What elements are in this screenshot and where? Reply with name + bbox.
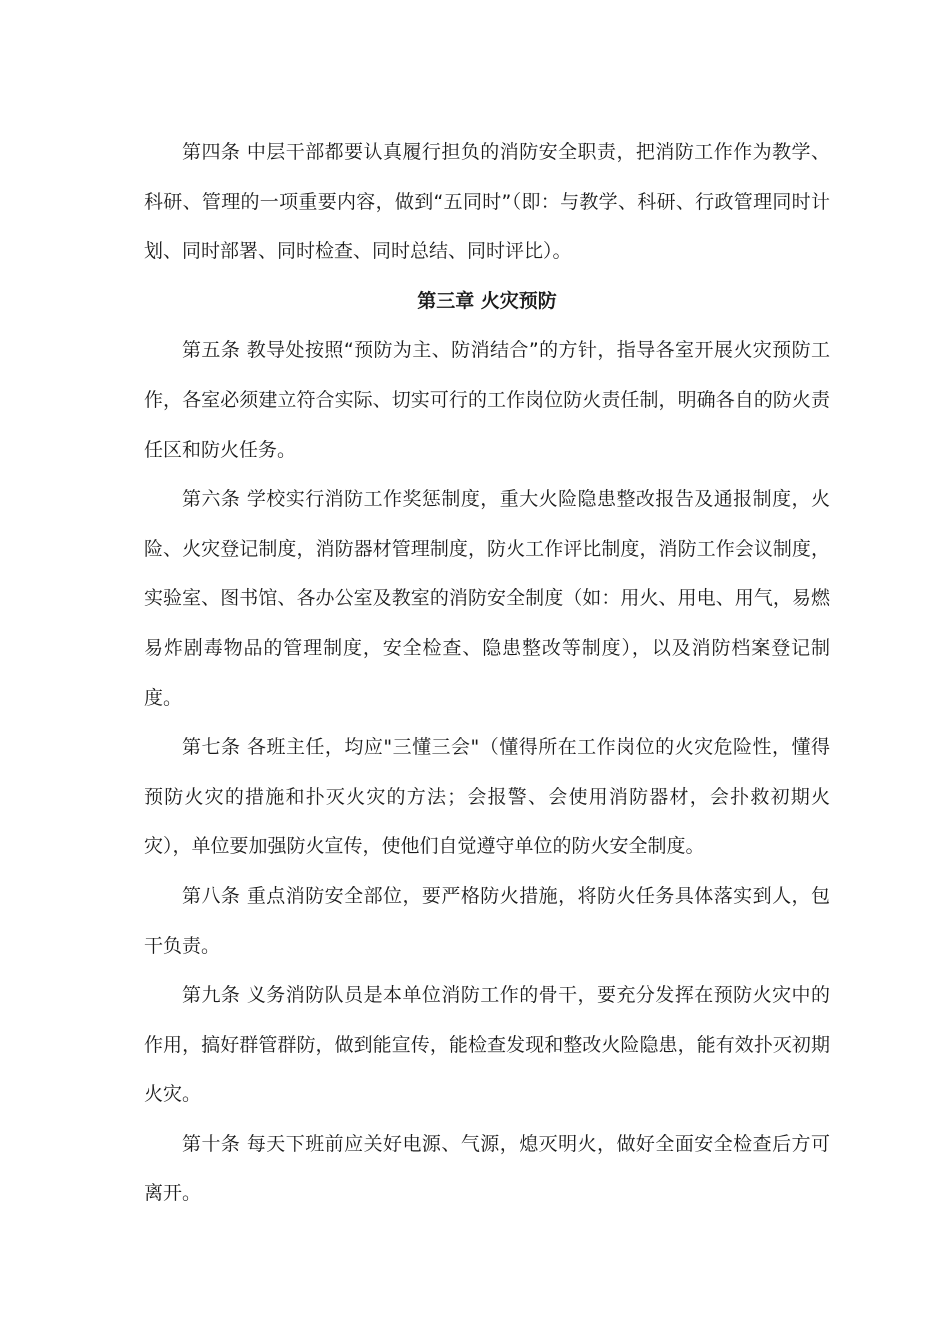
- article-4-paragraph: 第四条 中层干部都要认真履行担负的消防安全职责，把消防工作作为教学、科研、管理的一项重要内容，做到“五同时”（即：与教学、科研、行政管理同时计划、同时部署、同时检查、同时总结、同时评比）。: [144, 141, 830, 263]
- article-8-paragraph: 第八条 重点消防安全部位，要严格防火措施，将防火任务具体落实到人，包干负责。: [144, 884, 830, 957]
- chapter-3-heading: 第三章 火灾预防: [417, 289, 557, 312]
- article-6-paragraph: 第六条 学校实行消防工作奖惩制度，重大火险隐患整改报告及通报制度，火险、火灾登记制度，消防器材管理制度，防火工作评比制度，消防工作会议制度，实验室、图书馆、各办公室及教室的消防安全制度（如：用火、用电、用气，易燃易炸剧毒物品的管理制度，安全检查、隐患整改等制度），以及消防档案登记制度。: [144, 488, 830, 709]
- article-9-paragraph: 第九条 义务消防队员是本单位消防工作的骨干，要充分发挥在预防火灾中的作用，搞好群管群防，做到能宣传，能检查发现和整改火险隐患，能有效扑灭初期火灾。: [144, 984, 830, 1106]
- article-10-paragraph: 第十条 每天下班前应关好电源、气源，熄灭明火，做好全面安全检查后方可离开。: [144, 1132, 830, 1205]
- article-7-paragraph: 第七条 各班主任，均应"三懂三会"（懂得所在工作岗位的火灾危险性，懂得预防火灾的措施和扑灭火灾的方法；会报警、会使用消防器材，会扑救初期火灾），单位要加强防火宣传，使他们自觉遵守单位的防火安全制度。: [144, 736, 830, 858]
- document-body: [144, 128, 830, 1219]
- article-5-paragraph: 第五条 教导处按照“预防为主、防消结合”的方针，指导各室开展火灾预防工作，各室必须建立符合实际、切实可行的工作岗位防火责任制，明确各自的防火责任区和防火任务。: [144, 339, 830, 461]
